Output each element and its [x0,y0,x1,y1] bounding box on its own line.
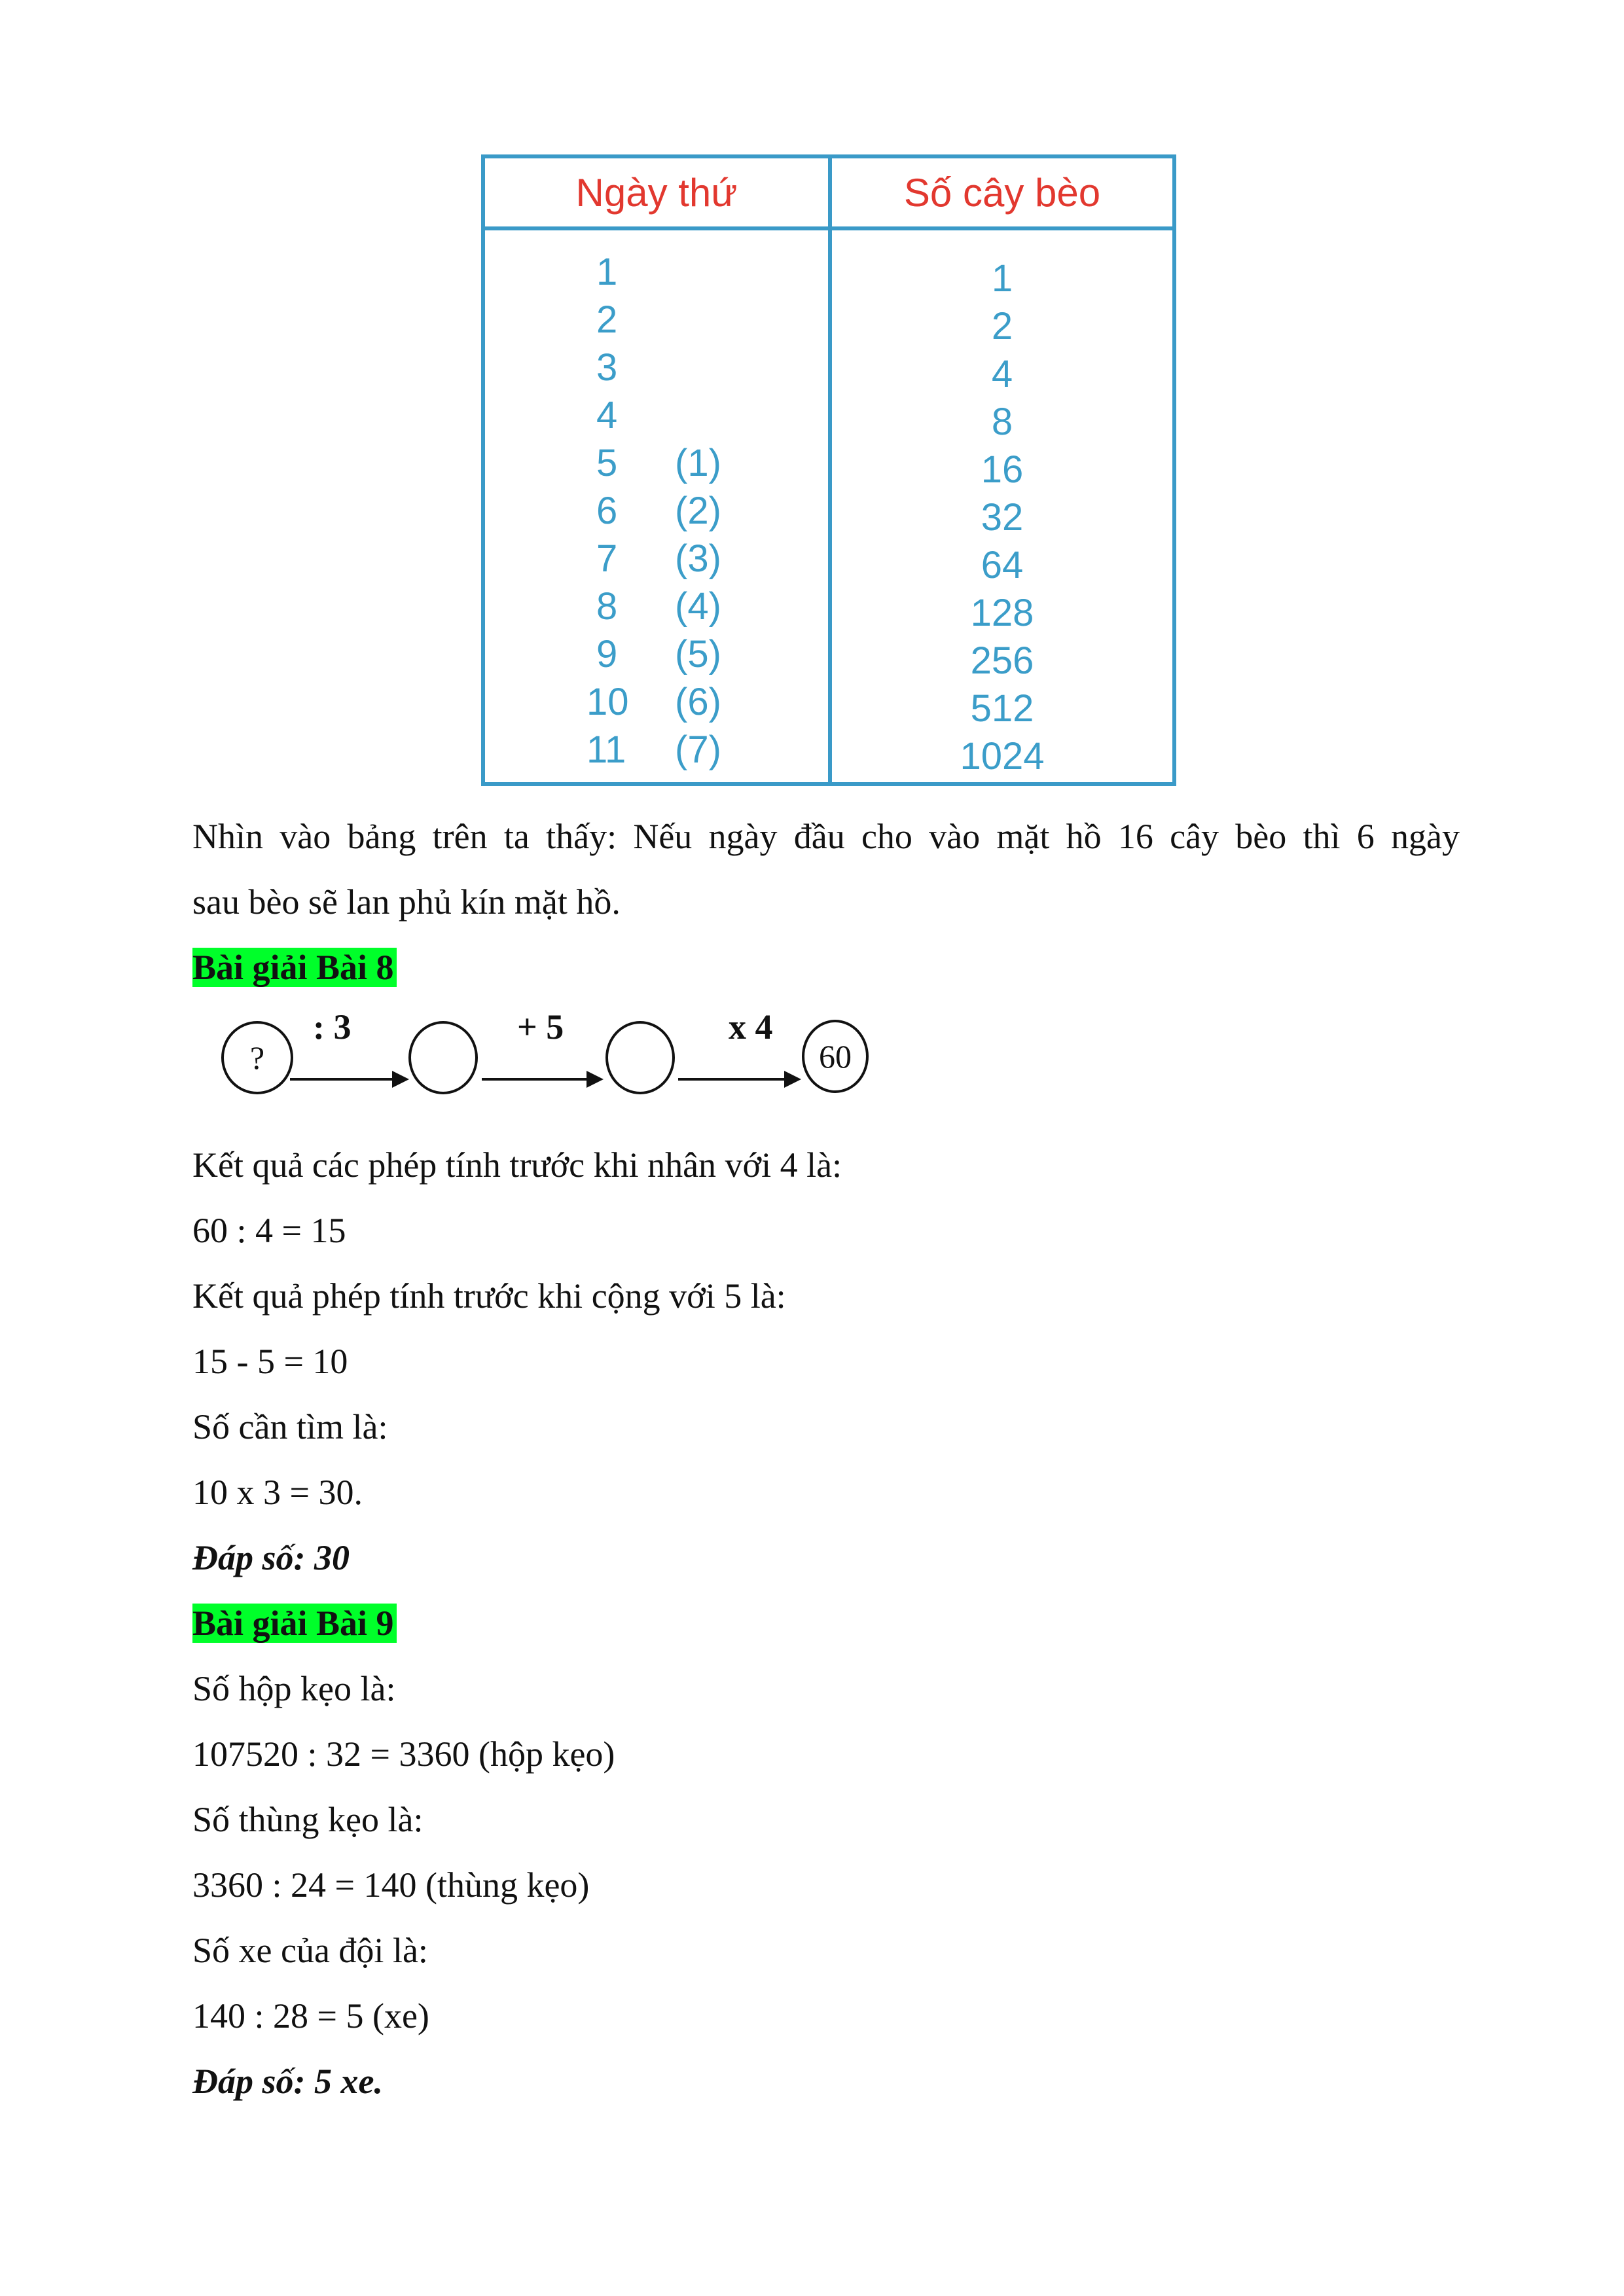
alt-day-cell: (1) [675,442,721,484]
op-add-label: + 5 [517,1007,564,1047]
alt-day-cell: (6) [675,681,721,723]
count-cell: 4 [991,353,1013,395]
solution-line: 3360 : 24 = 140 (thùng kẹo) [192,1865,590,1905]
count-cells [832,257,1172,785]
day-cell: 3 [596,346,618,389]
day-cell: 10 [586,681,629,723]
alt-day-cell: (7) [675,728,721,771]
count-cell: 8 [991,401,1013,443]
solution-line: Kết quả các phép tính trước khi nhân với 4 là: [192,1145,842,1185]
day-column-header: Ngày thứ [485,158,828,230]
section-heading-bai9 [192,1602,397,1645]
solution-line: 107520 : 32 = 3360 (hộp kẹo) [192,1734,615,1774]
solution-line: Số thùng kẹo là: [192,1800,424,1839]
solution-line: 140 : 28 = 5 (xe) [192,1996,429,2036]
solution-line: 15 - 5 = 10 [192,1342,348,1381]
alt-day-cell: (2) [675,490,721,532]
day-cell: 9 [596,633,618,675]
day-cell: 7 [596,537,618,580]
count-cell: 256 [970,639,1034,682]
solution-line: Số cần tìm là: [192,1407,388,1446]
intermediate-node-2 [605,1021,675,1094]
op-divide-label: : 3 [313,1007,352,1047]
alt-day-cell: (3) [675,537,721,580]
day-cell: 1 [596,251,618,293]
answer-bai8: Đáp số: 30 [192,1538,350,1577]
solution-line: 10 x 3 = 30. [192,1473,363,1512]
arrow-2 [482,1078,601,1081]
bloom-table [481,154,1176,786]
count-column-header: Số cây bèo [832,158,1172,230]
count-cell: 16 [981,448,1024,491]
solution-line: Kết quả phép tính trước khi cộng với 5 là: [192,1276,786,1316]
count-cell: 32 [981,496,1024,539]
end-node: 60 [802,1020,869,1093]
solution-line: Số hộp kẹo là: [192,1669,396,1708]
start-node: ? [221,1021,293,1094]
count-cell: 128 [970,592,1034,634]
alt-day-cell: (4) [675,585,721,628]
intermediate-node-1 [408,1021,478,1094]
day-cell: 6 [596,490,618,532]
count-column [832,158,1172,782]
day-cell: 2 [596,298,618,341]
answer-bai9: Đáp số: 5 xe. [192,2062,383,2101]
day-cell: 4 [596,394,618,437]
solution-line: 60 : 4 = 15 [192,1211,346,1250]
day-column [485,158,832,782]
arrow-3 [678,1078,799,1081]
count-cell: 1 [991,257,1013,300]
count-cell: 2 [991,305,1013,348]
day-cell: 11 [586,728,626,771]
count-cell: 512 [970,687,1034,730]
count-cell: 1024 [960,735,1045,778]
alt-day-cell: (5) [675,633,721,675]
arrow-1 [290,1078,406,1081]
day-cell: 5 [596,442,618,484]
paragraph-line: Nhìn vào bảng trên ta thấy: Nếu ngày đầu cho vào mặt hồ 16 cây bèo thì 6 ngày [192,817,1460,856]
paragraph-line: sau bèo sẽ lan phủ kín mặt hồ. [192,882,621,922]
day-cell: 8 [596,585,618,628]
section-heading-bai8 [192,946,397,989]
heading-highlight: Bài giải Bài 9 [192,1604,397,1643]
count-cell: 64 [981,544,1024,586]
heading-highlight: Bài giải Bài 8 [192,948,397,987]
op-multiply-label: x 4 [729,1007,773,1047]
solution-line: Số xe của đội là: [192,1931,428,1970]
